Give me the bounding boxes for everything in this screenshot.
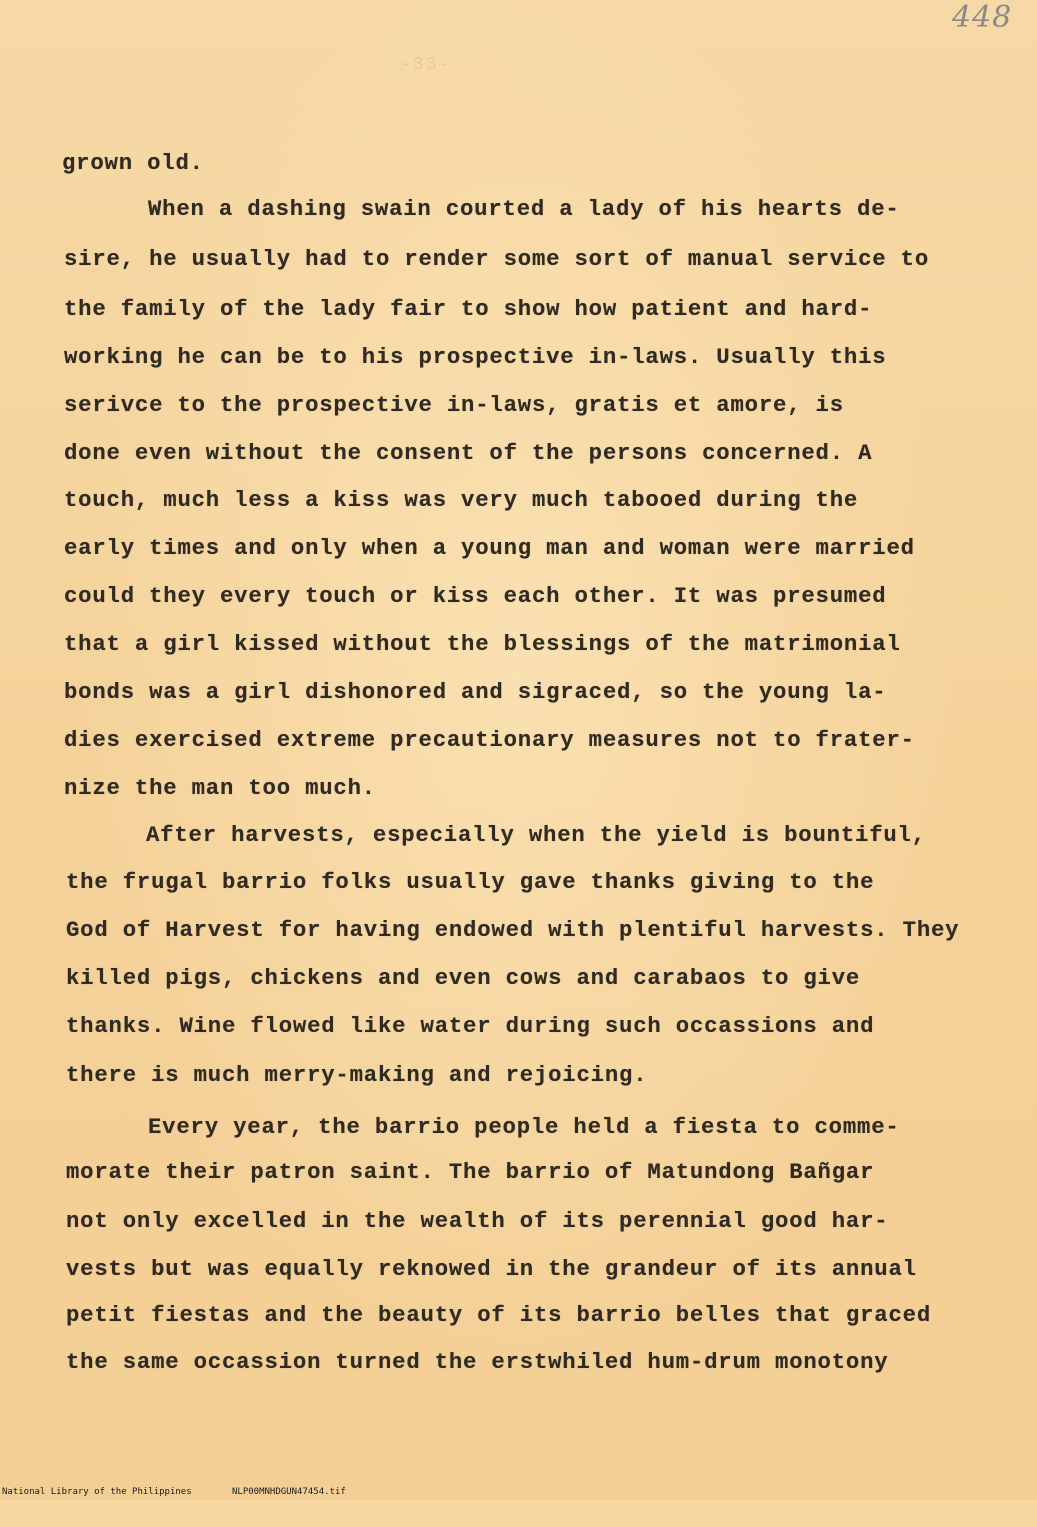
text-line: grown old. — [62, 150, 204, 176]
footer-file-id: NLP00MNHDGUN47454.tif — [232, 1487, 346, 1497]
text-line: could they every touch or kiss each other. It was presumed — [64, 583, 887, 609]
text-line: thanks. Wine flowed like water during such occassions and — [66, 1013, 875, 1039]
footer-institution: National Library of the Philippines — [2, 1487, 192, 1497]
text-line: there is much merry-making and rejoicing. — [66, 1062, 648, 1088]
text-line: morate their patron saint. The barrio of Matundong Bañgar — [66, 1159, 875, 1185]
text-line: early times and only when a young man and woman were married — [64, 535, 915, 561]
text-line: working he can be to his prospective in-laws. Usually this — [64, 344, 887, 370]
bleed-through-mark: -33- — [400, 55, 452, 75]
scan-footer — [0, 1487, 1037, 1500]
text-line: that a girl kissed without the blessings of the matrimonial — [64, 631, 901, 657]
text-line: the frugal barrio folks usually gave thanks giving to the — [66, 869, 875, 895]
text-line: Every year, the barrio people held a fiesta to comme- — [148, 1114, 900, 1140]
text-line: touch, much less a kiss was very much tabooed during the — [64, 487, 859, 513]
text-line: done even without the consent of the persons concerned. A — [64, 440, 873, 466]
text-line: When a dashing swain courted a lady of his hearts de- — [148, 196, 900, 222]
text-line: bonds was a girl dishonored and sigraced, so the young la- — [64, 679, 887, 705]
text-line: killed pigs, chickens and even cows and carabaos to give — [66, 965, 861, 991]
text-line: serivce to the prospective in-laws, gratis et amore, is — [64, 392, 844, 418]
text-line: God of Harvest for having endowed with plentiful harvests. They — [66, 917, 960, 943]
text-line: dies exercised extreme precautionary measures not to frater- — [64, 727, 915, 753]
page-number: 448 — [952, 0, 1013, 35]
text-line: not only excelled in the wealth of its perennial good har- — [66, 1208, 889, 1234]
text-line: sire, he usually had to render some sort of manual service to — [64, 246, 929, 272]
text-line: nize the man too much. — [64, 775, 376, 801]
text-line: After harvests, especially when the yield is bountiful, — [146, 822, 926, 848]
text-line: the same occassion turned the erstwhiled hum-drum monotony — [66, 1349, 889, 1375]
text-line: petit fiestas and the beauty of its barrio belles that graced — [66, 1302, 931, 1328]
text-line: the family of the lady fair to show how patient and hard- — [64, 296, 873, 322]
text-line: vests but was equally reknowed in the grandeur of its annual — [66, 1256, 917, 1282]
